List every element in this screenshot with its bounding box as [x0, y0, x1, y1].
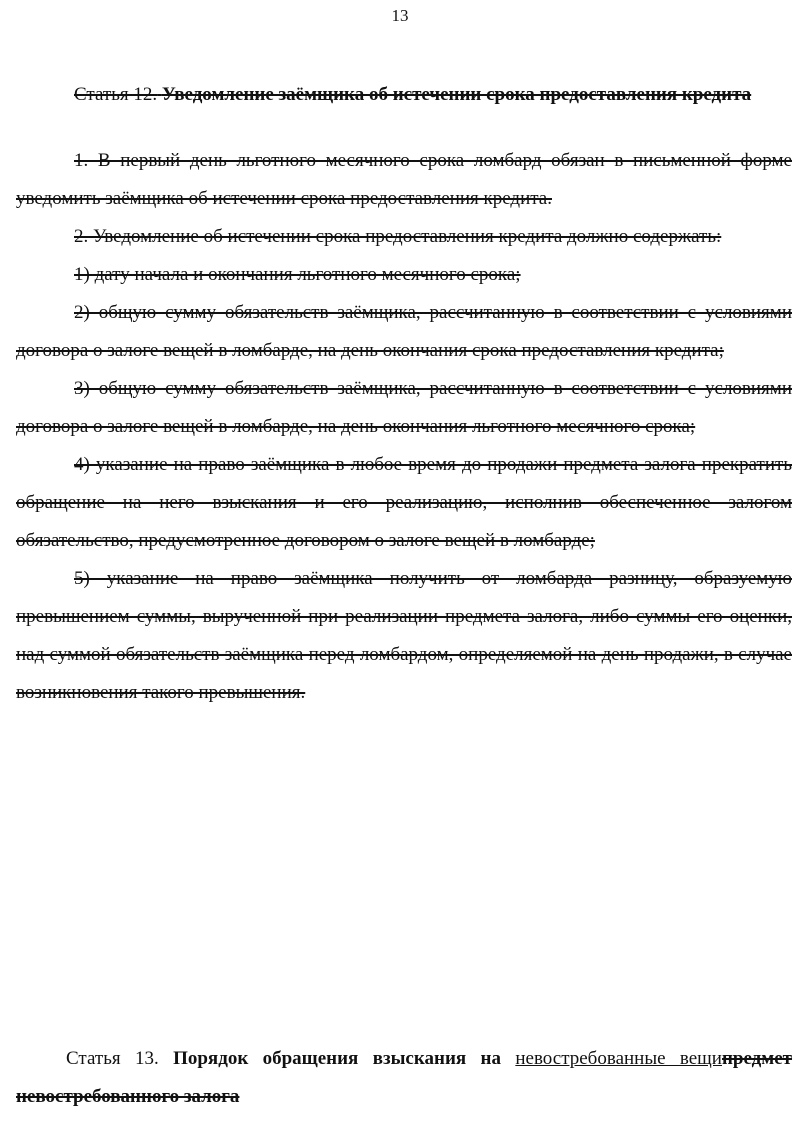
article-13-heading [16, 1040, 792, 1116]
list-item-2: 2) общую сумму обязательств заёмщика, рассчитанную в соответствии с условиями договора о залоге вещей в ломбарде, на день окончания срока предоставления кредита; [16, 302, 792, 361]
article-13-deleted-text: предмет невостребованного залога [16, 1048, 793, 1107]
page-number: 13 [391, 6, 409, 25]
article-13-inserted-text: невостребованные вещи [515, 1048, 722, 1069]
article-12-heading [16, 76, 792, 114]
article-12-label: Статья 12. [74, 84, 158, 105]
article-12-title: Уведомление заёмщика об истечении срока предоставления кредита [161, 84, 752, 105]
article-13-label: Статья 13. [66, 1048, 159, 1069]
paragraph-2: 2. Уведомление об истечении срока предоставления кредита должно содержать: [74, 226, 722, 247]
list-item-5: 5) указание на право заёмщика получить от ломбарда разницу, образуемую превышением суммы, вырученной при реализации предмета залога, либо суммы его оценки, над суммой обязательств заёмщика перед ломбардом, определяемой на день продажи, в случае возникновения такого превышения. [16, 568, 792, 703]
paragraph-1: 1. В первый день льготного месячного срока ломбард обязан в письменной форме уведомить заёмщика об истечении срока предоставления кредита. [16, 150, 792, 209]
list-item-1: 1) дату начала и окончания льготного месячного срока; [74, 264, 521, 285]
list-item-3: 3) общую сумму обязательств заёмщика, рассчитанную в соответствии с условиями договора о залоге вещей в ломбарде, на день окончания льготного месячного срока; [16, 378, 792, 437]
list-item-4: 4) указание на право заёмщика в любое время до продажи предмета залога прекратить обращение на него взыскания и его реализацию, исполнив обеспеченное залогом обязательство, предусмотренное договором о залоге вещей в ломбарде; [16, 454, 792, 551]
document-body [16, 76, 792, 712]
article-13-title: Порядок обращения взыскания на [173, 1048, 501, 1069]
